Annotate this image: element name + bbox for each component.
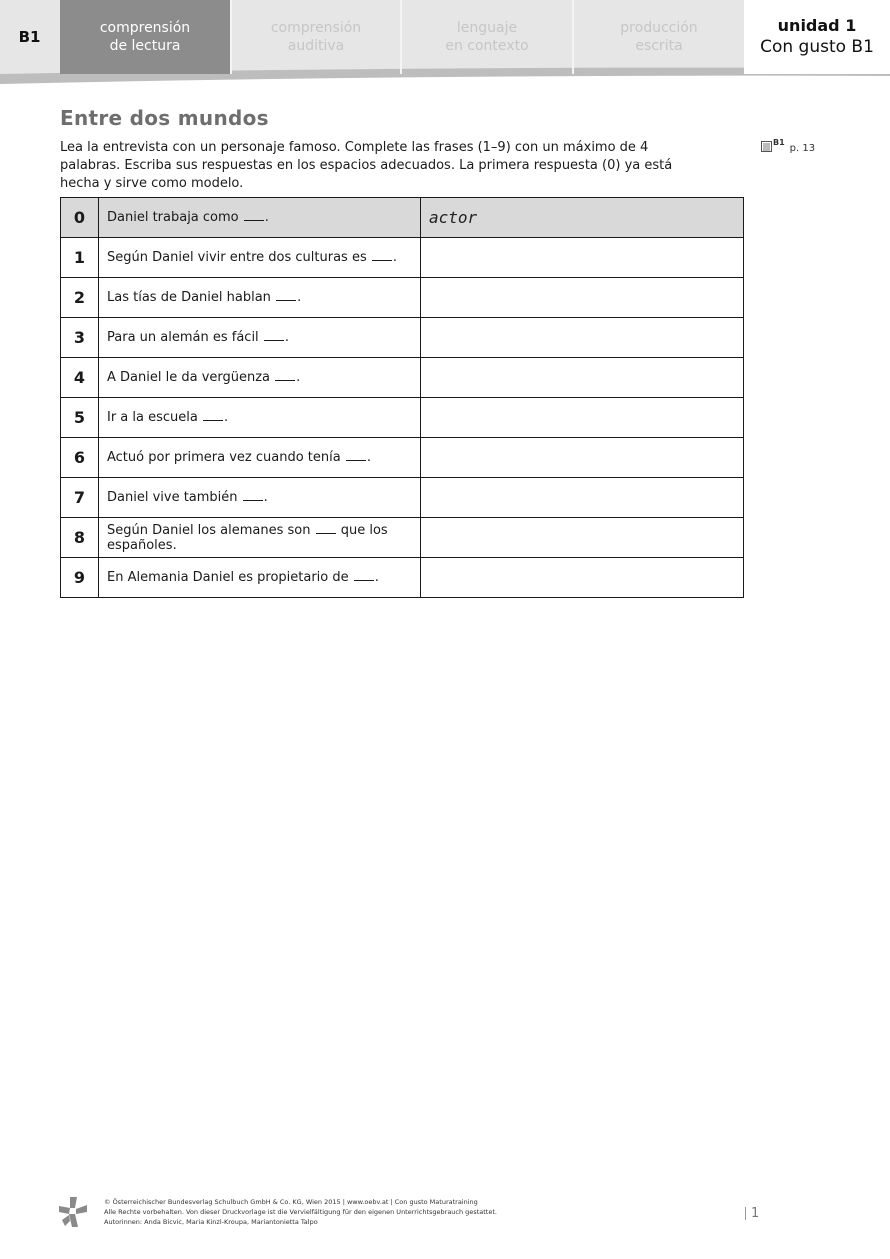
tab-line2: escrita [635,38,683,54]
model-answer: actor [429,208,478,227]
tab-line1: producción [620,20,698,36]
table-row [61,278,744,318]
gap-blank [264,330,284,341]
tab-line1: comprensión [270,20,362,36]
gap-blank [346,450,366,461]
item-number: 8 [61,518,99,558]
book-icon [761,141,772,152]
sentence-prompt [99,438,421,478]
gap-blank [275,370,295,381]
sentence-prompt [99,558,421,598]
book-reference [761,139,815,154]
sentence-prompt [99,318,421,358]
publisher-logo-icon [58,1196,88,1228]
sentence-prompt [99,358,421,398]
prompt-text-end: . [224,410,229,425]
gap-blank [243,490,263,501]
prompt-text-end: que los españoles. [107,522,388,553]
prompt-text-end: . [296,370,301,385]
answer-field[interactable] [421,518,744,558]
book-ref-page: p. 13 [789,143,816,154]
gap-blank [276,290,296,301]
table-row [61,238,744,278]
table-row [61,558,744,598]
answer-field[interactable] [421,398,744,438]
tab-line1: comprensión [99,20,191,36]
answer-field[interactable] [421,318,744,358]
unit-label: unidad 1 [777,16,857,35]
item-number: 7 [61,478,99,518]
footer-copyright [104,1197,664,1227]
gap-blank [316,523,336,534]
unit-box [744,0,890,74]
footer-line: Alle Rechte vorbehalten. Von dieser Druckvorlage ist die Vervielfältigung für den eigenen Unterrichtsgebrauch gestattet. [104,1208,497,1216]
page-number [745,1206,759,1221]
tab-line2: de lectura [109,38,181,54]
page-number-value: 1 [751,1206,760,1221]
prompt-text: Las tías de Daniel hablan [107,290,271,305]
prompt-text-end: . [297,290,302,305]
footer-line: Autorinnen: Anda Bicvic, Maria Kinzl-Kroupa, Mariantonietta Talpo [104,1218,318,1226]
item-number: 0 [61,198,99,238]
answer-field[interactable] [421,358,744,398]
prompt-text-end: . [284,330,289,345]
prompt-text-end: . [392,250,398,265]
tab-language-in-context[interactable] [402,0,572,74]
table-row [61,518,744,558]
item-number: 4 [61,358,99,398]
table-row [61,478,744,518]
prompt-text-end: . [264,210,269,225]
sentence-prompt [99,198,421,238]
item-number: 5 [61,398,99,438]
gap-blank [372,250,392,261]
tab-reading-comprehension[interactable] [60,0,230,74]
item-number: 3 [61,318,99,358]
answer-field[interactable] [421,238,744,278]
tab-line1: lenguaje [456,20,518,36]
tab-line2: auditiva [287,38,345,54]
table-row [61,198,744,238]
gap-blank [244,210,264,221]
page-number-divider [745,1207,746,1220]
model-answer-cell [421,198,744,238]
sentence-prompt [99,238,421,278]
answer-field[interactable] [421,278,744,318]
item-number: 1 [61,238,99,278]
footer-line: © Österreichischer Bundesverlag Schulbuch GmbH & Co. KG, Wien 2015 | www.oebv.at | Con gusto Maturatraining [104,1198,478,1206]
prompt-text: En Alemania Daniel es propietario de [107,570,349,585]
answer-field[interactable] [421,438,744,478]
sentence-prompt [99,518,421,558]
item-number: 6 [61,438,99,478]
prompt-text: Actuó por primera vez cuando tenía [107,450,341,465]
item-number: 2 [61,278,99,318]
book-title: Con gusto B1 [760,37,874,57]
prompt-text: Según Daniel los alemanes son [107,522,311,538]
sentence-prompt [99,478,421,518]
sentence-prompt [99,398,421,438]
exercise-table [60,197,744,598]
prompt-text: Daniel vive también [107,490,238,505]
prompt-text-end: . [263,490,268,505]
gap-blank [354,570,374,581]
prompt-text: Para un alemán es fácil [107,330,259,345]
exercise-title: Entre dos mundos [60,106,269,130]
answer-field[interactable] [421,558,744,598]
prompt-text: A Daniel le da vergüenza [107,370,271,385]
table-row [61,358,744,398]
table-row [61,318,744,358]
sentence-prompt [99,278,421,318]
tab-listening-comprehension[interactable] [232,0,400,74]
table-row [61,438,744,478]
exercise-instructions: Lea la entrevista con un personaje famoso. Complete las frases (1–9) con un máximo de 4 palabras. Escriba sus respuestas en los espacios adecuados. La primera respuesta (0) ya está hecha y sirve como modelo. [60,140,673,191]
prompt-text: Ir a la escuela [107,410,198,425]
table-row [61,398,744,438]
answer-field[interactable] [421,478,744,518]
prompt-text: Según Daniel vivir entre dos culturas es [107,250,367,265]
tab-written-production[interactable] [574,0,744,74]
gap-blank [203,410,223,421]
book-ref-level: B1 [773,138,785,147]
prompt-text: Daniel trabaja como [107,210,239,225]
prompt-text-end: . [366,450,372,465]
item-number: 9 [61,558,99,598]
level-label: B1 [18,28,41,46]
prompt-text-end: . [374,570,379,585]
header-bar [0,0,890,84]
tab-line2: en contexto [445,38,529,54]
